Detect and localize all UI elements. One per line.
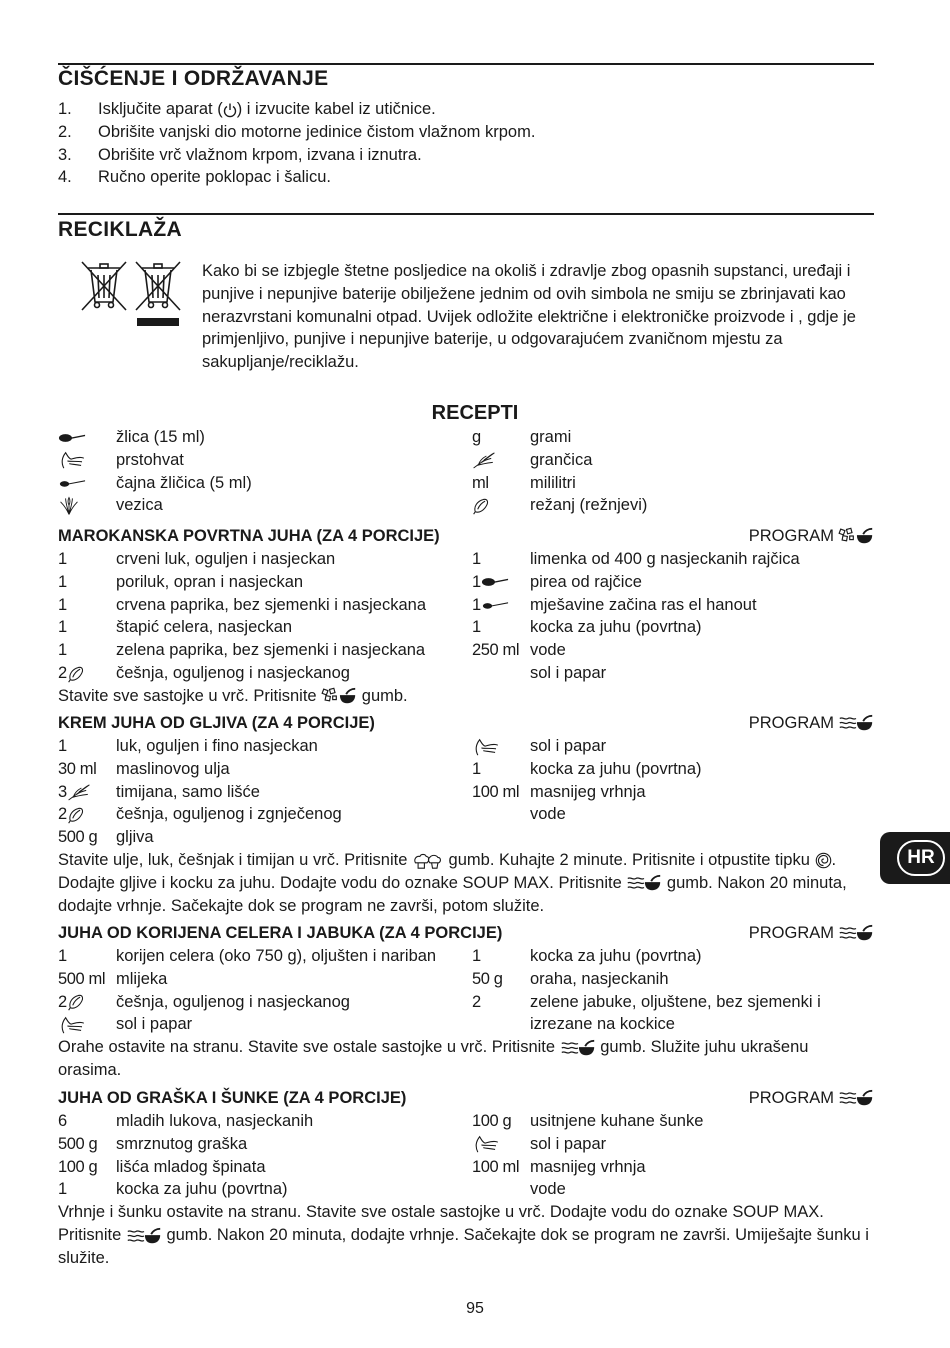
chunky-soup-icon	[838, 527, 874, 545]
ingredient-name: izrezane na kockice	[530, 1015, 675, 1034]
ingredient-name: smrznutog graška	[116, 1134, 248, 1153]
unit-symbol: ml	[472, 473, 489, 492]
recycling-text: Kako bi se izbjegle štetne posljedice na okoliš i zdravlje zbog opasnih supstanci, uređaji i punjive i nepunjive baterije obilježene jednim od ovih simbola ne smiju se zbrinjavati kao nerazvrstani komunalni otpad. Uvijek odložite električne i elektroničke proizvode i , gdje je primjenljivo, punjive i nepunjive baterije, u odgovarajućem zvaničnom mjestu za sakupljanje/reciklažu.	[202, 262, 856, 372]
ingredient-name: češnja, oguljenog i zgnječenog	[116, 805, 342, 824]
crossed-bin-icon	[82, 262, 126, 310]
legend-label: vezica	[116, 496, 163, 515]
method-text: Vrhnje i šunku ostavite na stranu. Stavite sve ostale sastojke u vrč. Dodajte vodu do oznake SOUP MAX. Pritisnite	[58, 1203, 824, 1244]
ingredient-name: sol i papar	[116, 1015, 193, 1034]
step-text: Isključite aparat ( ) i izvucite kabel iz utičnice.	[98, 100, 436, 118]
legend-label: mililitri	[530, 473, 576, 492]
crossed-bin-with-bar-icon	[136, 262, 180, 310]
ingredient-name: luk, oguljen i fino nasjeckan	[116, 737, 318, 755]
bunch-icon	[58, 496, 80, 516]
ingredient-name: vode	[530, 805, 566, 824]
legend-label: čajna žličica (5 ml)	[116, 473, 252, 492]
ingredients-table	[58, 945, 874, 1036]
ingredients-table	[58, 548, 874, 685]
recipe-header	[58, 711, 874, 735]
ingredient-name: kocka za juhu (povrtna)	[530, 759, 702, 778]
step-text: Obrišite vanjski dio motorne jedinice čistom vlažnom krpom.	[98, 122, 536, 141]
ingredient-name: kocka za juhu (povrtna)	[116, 1180, 288, 1199]
recipe-method	[58, 685, 874, 708]
cleaning-step: 4. Ručno operite poklopac i šalicu.	[58, 166, 535, 189]
tablespoon-icon	[481, 576, 509, 588]
clove-icon	[67, 993, 85, 1011]
power-icon	[223, 102, 237, 118]
ingredient-qty: 30 ml	[58, 759, 97, 778]
ingredient-qty: 500 g	[58, 1134, 98, 1153]
smooth-soup-icon	[626, 874, 662, 892]
ingredient-qty: 1	[58, 595, 67, 614]
method-text: Orahe ostavite na stranu. Stavite sve ostale sastojke u vrč. Pritisnite	[58, 1038, 560, 1057]
ingredient-name: zelena paprika, bez sjemenki i nasjeckana	[116, 641, 426, 660]
program-indicator	[749, 1089, 874, 1108]
ingredient-name: vode	[530, 641, 566, 660]
pulse-icon	[815, 852, 832, 869]
ingredient-qty: 500 g	[58, 828, 98, 847]
ingredient-qty: 1	[58, 641, 67, 660]
ingredient-name: češnja, oguljenog i nasjeckanog	[116, 992, 350, 1011]
ingredient-qty: 1	[58, 572, 67, 591]
ingredient-name: mladih lukova, nasjeckanih	[116, 1112, 314, 1130]
program-indicator	[749, 924, 874, 943]
ingredient-name: sol i papar	[530, 737, 607, 755]
recipe-title: JUHA OD KORIJENA CELERA I JABUKA (ZA 4 PORCIJE)	[58, 923, 503, 942]
method-text: Stavite sve sastojke u vrč. Pritisnite	[58, 686, 322, 705]
ingredient-name: mješavine začina ras el hanout	[530, 595, 757, 614]
cleaning-step: 2. Obrišite vanjski dio motorne jedinice čistom vlažnom krpom.	[58, 121, 535, 144]
method-text: gumb.	[357, 686, 408, 705]
legend-label: režanj (režnjevi)	[530, 496, 648, 515]
ingredient-qty: 1	[472, 759, 481, 778]
ingredient-qty: 1	[58, 1180, 67, 1199]
ingredient-qty: 6	[58, 1112, 67, 1130]
program-indicator	[749, 527, 874, 546]
legend-label: grami	[530, 428, 572, 446]
tablespoon-icon	[58, 432, 86, 444]
ingredient-qty: 1	[58, 947, 67, 965]
ingredient-qty: 1	[472, 595, 481, 614]
ingredient-qty: 250 ml	[472, 641, 520, 660]
ingredient-name: masnijeg vrhnja	[530, 1157, 646, 1176]
recipe-card	[58, 524, 874, 708]
ingredient-qty: 100 g	[472, 1112, 512, 1130]
cleaning-steps	[58, 98, 535, 189]
ingredient-qty: 50 g	[472, 969, 503, 988]
ingredient-name: lišća mladog špinata	[116, 1157, 266, 1176]
ingredient-qty: 1	[58, 550, 67, 568]
legend-label: grančica	[530, 450, 593, 469]
ingredient-name: crvena paprika, bez sjemenki i nasjeckana	[116, 595, 426, 614]
ingredient-name: crveni luk, oguljen i nasjeckan	[116, 550, 336, 568]
method-text: gumb. Nakon 20 minuta, dodajte vrhnje. Sačekajte dok se program ne završi. Umiješajte šunku i služite.	[58, 1225, 869, 1267]
clove-icon	[67, 665, 85, 683]
clove-icon	[67, 806, 85, 824]
pinch-icon	[58, 450, 86, 470]
smooth-soup-icon	[838, 714, 874, 732]
ingredient-qty: 2	[58, 992, 67, 1011]
smooth-soup-icon	[838, 1089, 874, 1107]
sprig-icon	[472, 451, 496, 469]
ingredient-name: mlijeka	[116, 969, 168, 988]
recipe-header	[58, 921, 874, 945]
recipe-method	[58, 849, 874, 917]
ingredient-name: korijen celera (oko 750 g), oljušten i nariban	[116, 947, 437, 965]
pinch-icon	[472, 737, 500, 757]
cleaning-title: ČIŠĆENJE I ODRŽAVANJE	[58, 67, 329, 90]
cleaning-step: 3. Obrišite vrč vlažnom krpom, izvana i iznutra.	[58, 144, 535, 167]
legend-label: žlica (15 ml)	[116, 428, 205, 446]
ingredient-qty: 2	[58, 805, 67, 824]
teaspoon-icon	[58, 477, 86, 489]
smooth-soup-icon	[838, 924, 874, 942]
ingredient-qty: 100 ml	[472, 1157, 520, 1176]
ingredients-table	[58, 735, 874, 849]
recipe-header	[58, 524, 874, 548]
ingredient-name: vode	[530, 1180, 566, 1199]
program-label: PROGRAM	[748, 713, 834, 732]
units-legend	[58, 426, 874, 517]
smooth-soup-icon	[560, 1039, 596, 1057]
program-label: PROGRAM	[748, 526, 834, 545]
recipe-card	[58, 711, 874, 917]
recipe-title: KREM JUHA OD GLJIVA (ZA 4 PORCIJE)	[58, 713, 375, 732]
ingredient-name: masnijeg vrhnja	[530, 782, 646, 801]
ingredient-name: usitnjene kuhane šunke	[530, 1112, 704, 1130]
sprig-icon	[67, 783, 91, 801]
ingredient-name: štapić celera, nasjeckan	[116, 618, 293, 637]
method-text: Stavite ulje, luk, češnjak i timijan u vrč. Pritisnite	[58, 850, 412, 869]
pinch-icon	[58, 1015, 86, 1035]
ingredient-name: limenka od 400 g nasjeckanih rajčica	[530, 550, 800, 568]
recipe-header	[58, 1086, 874, 1110]
smooth-soup-icon	[126, 1227, 162, 1245]
step-text: Obrišite vrč vlažnom krpom, izvana i iznutra.	[98, 145, 422, 164]
ingredient-qty: 100 g	[58, 1157, 98, 1176]
ingredient-name: kocka za juhu (povrtna)	[530, 618, 702, 637]
recipe-title: JUHA OD GRAŠKA I ŠUNKE (ZA 4 PORCIJE)	[58, 1088, 407, 1107]
clove-icon	[472, 497, 490, 515]
step-text: Ručno operite poklopac i šalicu.	[98, 168, 331, 187]
recipe-card	[58, 1086, 874, 1270]
recycling-symbols	[80, 258, 184, 328]
black-bar-icon	[137, 318, 179, 326]
legend-label: prstohvat	[116, 450, 184, 469]
ingredient-qty: 1	[58, 618, 67, 637]
ingredients-table	[58, 1110, 874, 1201]
ingredient-name: poriluk, opran i nasjeckan	[116, 572, 304, 591]
recipe-method	[58, 1036, 874, 1082]
ingredient-name: sol i papar	[530, 1134, 607, 1153]
ingredient-name: oraha, nasjeckanih	[530, 969, 669, 988]
recipe-method	[58, 1201, 874, 1269]
ingredient-name: pirea od rajčice	[530, 572, 642, 591]
recipes-title: RECEPTI	[431, 402, 519, 424]
ingredient-qty: 1	[472, 550, 481, 568]
saute-icon	[412, 852, 444, 870]
ingredient-qty: 1	[472, 947, 481, 965]
program-indicator	[749, 714, 874, 733]
ingredient-qty: 500 ml	[58, 969, 106, 988]
ingredient-name: maslinovog ulja	[116, 759, 230, 778]
ingredient-qty: 2	[472, 992, 481, 1011]
section-rule	[58, 213, 874, 215]
recycling-title: RECIKLAŽA	[58, 218, 183, 241]
ingredient-qty: 1	[472, 572, 481, 591]
method-text: gumb. Služite juhu ukrašenu orasima.	[58, 1038, 809, 1079]
language-badge: HR	[897, 840, 945, 876]
teaspoon-icon	[481, 599, 509, 611]
section-rule	[58, 63, 874, 65]
cleaning-step: 1. Isključite aparat ( ) i izvucite kabel iz utičnice.	[58, 98, 535, 121]
ingredient-name: češnja, oguljenog i nasjeckanog	[116, 663, 350, 682]
unit-symbol: g	[472, 428, 481, 446]
recipe-title: MAROKANSKA POVRTNA JUHA (ZA 4 PORCIJE)	[58, 526, 440, 545]
chunky-soup-icon	[321, 687, 357, 705]
ingredient-qty: 100 ml	[472, 782, 520, 801]
method-text: . Dodajte gljive i kocku za juhu. Dodajte vodu do oznake SOUP MAX. Pritisnite	[58, 850, 837, 892]
ingredient-name: kocka za juhu (povrtna)	[530, 947, 702, 965]
method-text: gumb. Nakon 20 minuta, dodajte vrhnje. Sačekajte dok se program ne završi, potom služite.	[58, 873, 847, 915]
page-number: 95	[466, 1300, 484, 1317]
recipe-card	[58, 921, 874, 1082]
method-text: gumb. Kuhajte 2 minute. Pritisnite i otpustite tipku	[443, 850, 815, 869]
program-label: PROGRAM	[748, 1088, 834, 1107]
pinch-icon	[472, 1134, 500, 1154]
program-label: PROGRAM	[748, 923, 834, 942]
ingredient-qty: 2	[58, 663, 67, 682]
ingredient-name: timijana, samo lišće	[116, 782, 260, 801]
ingredient-name: gljiva	[116, 828, 154, 847]
ingredient-qty: 1	[472, 618, 481, 637]
ingredient-qty: 3	[58, 782, 67, 801]
ingredient-name: sol i papar	[530, 663, 607, 682]
ingredient-name: zelene jabuke, oljuštene, bez sjemenki i	[530, 992, 821, 1011]
ingredient-qty: 1	[58, 737, 67, 755]
